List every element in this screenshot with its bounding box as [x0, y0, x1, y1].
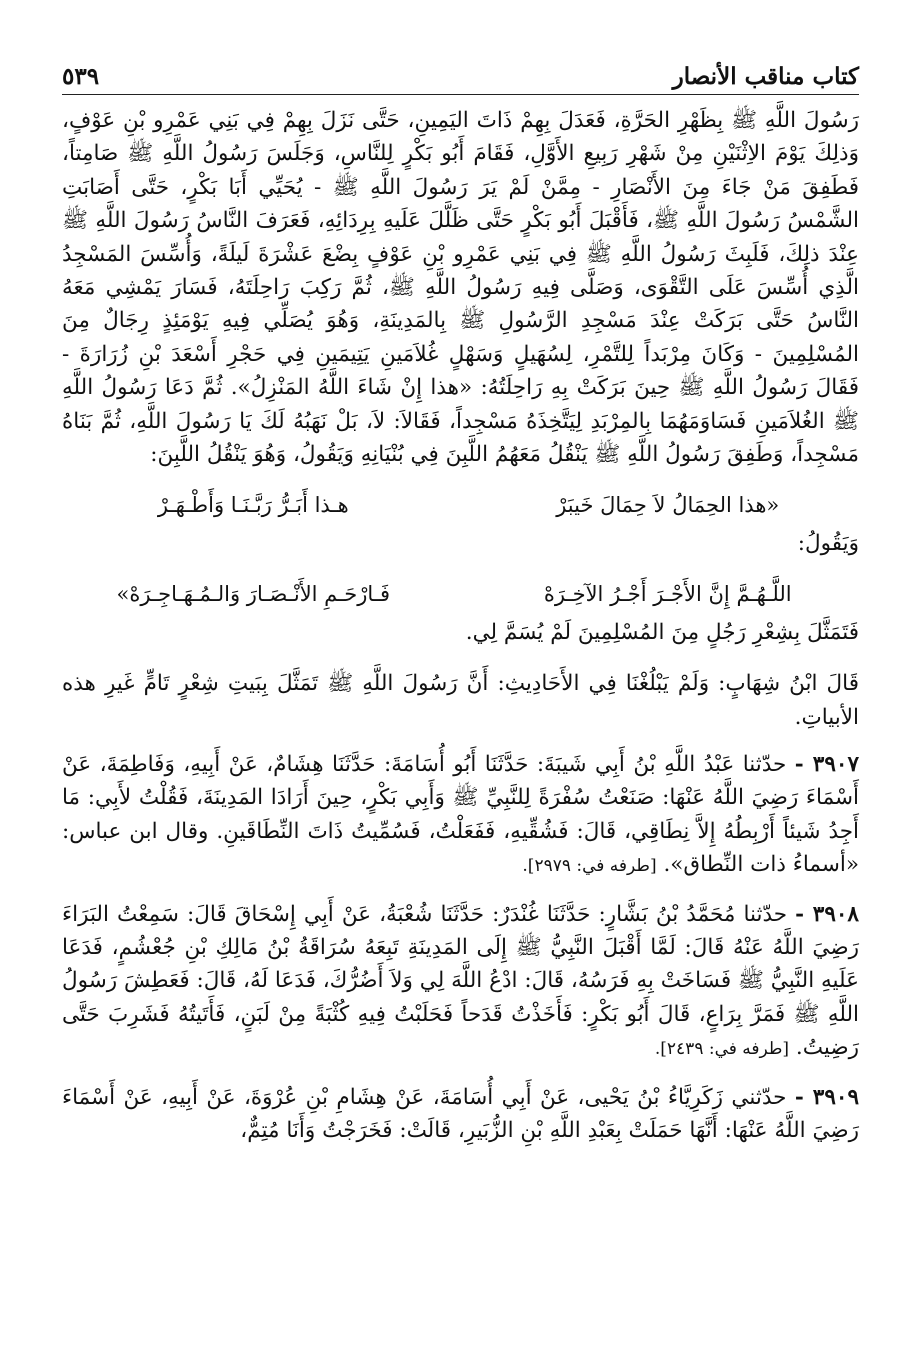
hadith-text: حدّثنا عَبْدُ اللَّهِ بْنُ أَبِي شَيبَةَ: حَدَّثَنَا أَبُو أُسَامَةَ: حَدَّثَنَا هِشَامٌ، عَنْ أَبِيهِ، وَفَاطِمَةَ، عَنْ أَسْمَاءَ رَضِيَ اللَّهُ عَنْهَا: صَنَعْتُ سُفْرَةً لِلنَّبِيِّ ﷺ وَأَبِي بَكْرٍ، حِينَ أَرَادَا المَدِينَةَ، فَقُلْتُ لأَبِي: مَا أَجِدُ شَيئاً أَرْبِطُهُ إِلاَّ نِطَاقِي، قَالَ: فَشُقِّيهِ، فَفَعَلْتُ، فَسُمِّيتُ ذَاتَ النِّطَاقَينِ. وقال ابن عباس: «أسماءُ ذات النِّطاق».	[62, 751, 859, 878]
hadith-cross-reference: [طرفه في: ٢٩٧٩].	[522, 856, 657, 877]
page-number: ٥٣٩	[62, 63, 100, 90]
verse-hemistich-left: فَـارْحَـمِ الأَنْـصَـارَ وَالـمُـهَـاجِـرَهْ»	[116, 582, 391, 607]
verse-hemistich-right: «هذا الحِمَالُ لاَ حِمَالَ خَيبَرْ	[556, 493, 780, 518]
hadith-number: ٣٩٠٩ -	[794, 1084, 859, 1110]
verse-line-1	[62, 489, 859, 522]
tamaththal-line: فَتَمَثَّلَ بِشِعْرِ رَجُلٍ مِنَ المُسْلِمِينَ لَمْ يُسَمَّ لِي.	[465, 619, 859, 645]
hadith-number: ٣٩٠٧ -	[794, 751, 859, 777]
page-body	[62, 104, 859, 1147]
ibn-shihab-paragraph: قَالَ ابْنُ شِهَابٍ: وَلَمْ يَبْلُغْنَا فِي الأَحَادِيثِ: أَنَّ رَسُولَ اللَّهِ ﷺ تَمَثَّلَ بِبَيتِ شِعْرٍ تَامٍّ غَيرِ هذه الأبياتِ.	[62, 671, 859, 730]
verse-hemistich-left: هـذا أَبَـرُّ رَبَّـنَـا وَأَطْـهَـرْ	[157, 493, 349, 518]
hadith-text: حدّثني زَكَرِيَّاءُ بْنُ يَحْيى، عَنْ أَبِي أُسَامَةَ، عَنْ هِشَامِ بْنِ عُرْوَةَ، عَنْ أَبِيهِ، عَنْ أَسْمَاءَ رَضِيَ اللَّهُ عَنْهَا: أَنَّهَا حَمَلَتْ بِعَبْدِ اللَّهِ بْنِ الزُّبَيرِ، قَالَتْ: فَخَرَجْتُ وَأَنَا مُتِمٌّ،	[62, 1084, 859, 1143]
hadith-3909	[62, 1081, 859, 1148]
hadith-number: ٣٩٠٨ -	[795, 901, 859, 927]
chapter-title: كتاب مناقب الأنصار	[672, 63, 859, 90]
page-header	[62, 50, 859, 95]
verse-hemistich-right: اللَّـهُـمَّ إِنَّ الأَجْـرَ أَجْـرُ الآخِـرَهْ	[543, 582, 792, 607]
verse-line-2	[62, 578, 859, 611]
hadith-3908	[62, 898, 859, 1067]
hadith-cross-reference: [طرفه في: ٢٤٣٩].	[654, 1039, 790, 1060]
hadith-3907	[62, 748, 859, 884]
hadith-text: حدّثنا مُحَمَّدُ بْنُ بَشَّارٍ: حَدَّثَنَا غُنْدَرٌ: حَدَّثَنَا شُعْبَةُ، عَنْ أَبِي إِسْحَاقَ قَالَ: سَمِعْتُ البَرَاءَ رَضِيَ اللَّهُ عَنْهُ قَالَ: لَمَّا أَقْبَلَ النَّبِيُّ ﷺ إِلَى المَدِينَةِ تَبِعَهُ سُرَاقَةُ بْنُ مَالِكِ بْنِ جُعْشُمٍ، فَدَعَا عَلَيهِ النَّبِيُّ ﷺ فَسَاخَتْ بِهِ فَرَسُهُ، قَالَ: ادْعُ اللَّهَ لِي وَلاَ أَضُرُّكَ، فَدَعَا لَهُ، قَالَ: فَعَطِشَ رَسُولُ اللَّهِ ﷺ فَمَرَّ بِرَاعٍ، قَالَ أَبُو بَكْرٍ: فَأَخَذْتُ قَدَحاً فَحَلَبْتُ فِيهِ كُثْبَةً مِنْ لَبَنٍ، فَأَتَيتُهُ فَشَرِبَ حَتَّى رَضِيتُ.	[62, 901, 859, 1061]
and-says-line: وَيَقُولُ:	[797, 530, 859, 556]
narrative-paragraph: رَسُولَ اللَّهِ ﷺ بِظَهْرِ الحَرَّةِ، فَعَدَلَ بِهِمْ ذَاتَ اليَمِينِ، حَتَّى نَزَلَ بِهِمْ فِي بَنِي عَمْرِو بْنِ عَوْفٍ، وَذلِكَ يَوْمَ الاِثْنَيْنِ مِنْ شَهْرِ رَبِيعِ الأَوَّلِ، فَقَامَ أَبُو بَكْرٍ لِلنَّاسِ، وَجَلَسَ رَسُولُ اللَّهِ ﷺ صَامِتاً، فَطَفِقَ مَنْ جَاءَ مِنَ الأَنْصَارِ - مِمَّنْ لَمْ يَرَ رَسُولَ اللَّهِ ﷺ - يُحَيِّي أَبَا بَكْرٍ، حَتَّى أَصَابَتِ الشَّمْسُ رَسُولَ اللَّهِ ﷺ، فَأَقْبَلَ أَبُو بَكْرٍ حَتَّى ظَلَّلَ عَلَيهِ بِرِدَائِهِ، فَعَرَفَ النَّاسُ رَسُولَ اللَّهِ ﷺ عِنْدَ ذلِكَ، فَلَبِثَ رَسُولُ اللَّهِ ﷺ فِي بَنِي عَمْرِو بْنِ عَوْفٍ بِضْعَ عَشْرَةَ لَيلَةً، وَأُسِّسَ المَسْجِدُ الَّذِي أُسِّسَ عَلَى التَّقْوَى، وَصَلَّى فِيهِ رَسُولُ اللَّهِ ﷺ، ثُمَّ رَكِبَ رَاحِلَتَهُ، فَسَارَ يَمْشِي مَعَهُ النَّاسُ حَتَّى بَرَكَتْ عِنْدَ مَسْجِدِ الرَّسُولِ ﷺ بِالمَدِينَةِ، وَهُوَ يُصَلِّي فِيهِ يَوْمَئِذٍ رِجَالٌ مِنَ المُسْلِمِينَ - وَكَانَ مِرْبَداً لِلتَّمْرِ، لِسُهَيلٍ وَسَهْلٍ غُلاَمَينِ يَتِيمَينِ فِي حَجْرِ أَسْعَدَ بْنِ زُرَارَةَ - فَقَالَ رَسُولُ اللَّهِ ﷺ حِينَ بَرَكَتْ بِهِ رَاحِلَتُهُ: «هذا إِنْ شَاءَ اللَّهُ المَنْزِلُ». ثُمَّ دَعَا رَسُولُ اللَّهِ ﷺ الغُلاَمَينِ فَسَاوَمَهُمَا بِالمِرْبَدِ لِيَتَّخِذَهُ مَسْجِداً، فَقَالاَ: لاَ، بَلْ نَهَبُهُ لَكَ يَا رَسُولَ اللَّهِ، ثُمَّ بَنَاهُ مَسْجِداً، وَطَفِقَ رَسُولُ اللَّهِ ﷺ يَنْقُلُ مَعَهُمُ اللَّبِنَ فِي بُنْيَانِهِ وَيَقُولُ، وَهُوَ يَنْقُلُ اللَّبِنَ:	[62, 108, 859, 468]
